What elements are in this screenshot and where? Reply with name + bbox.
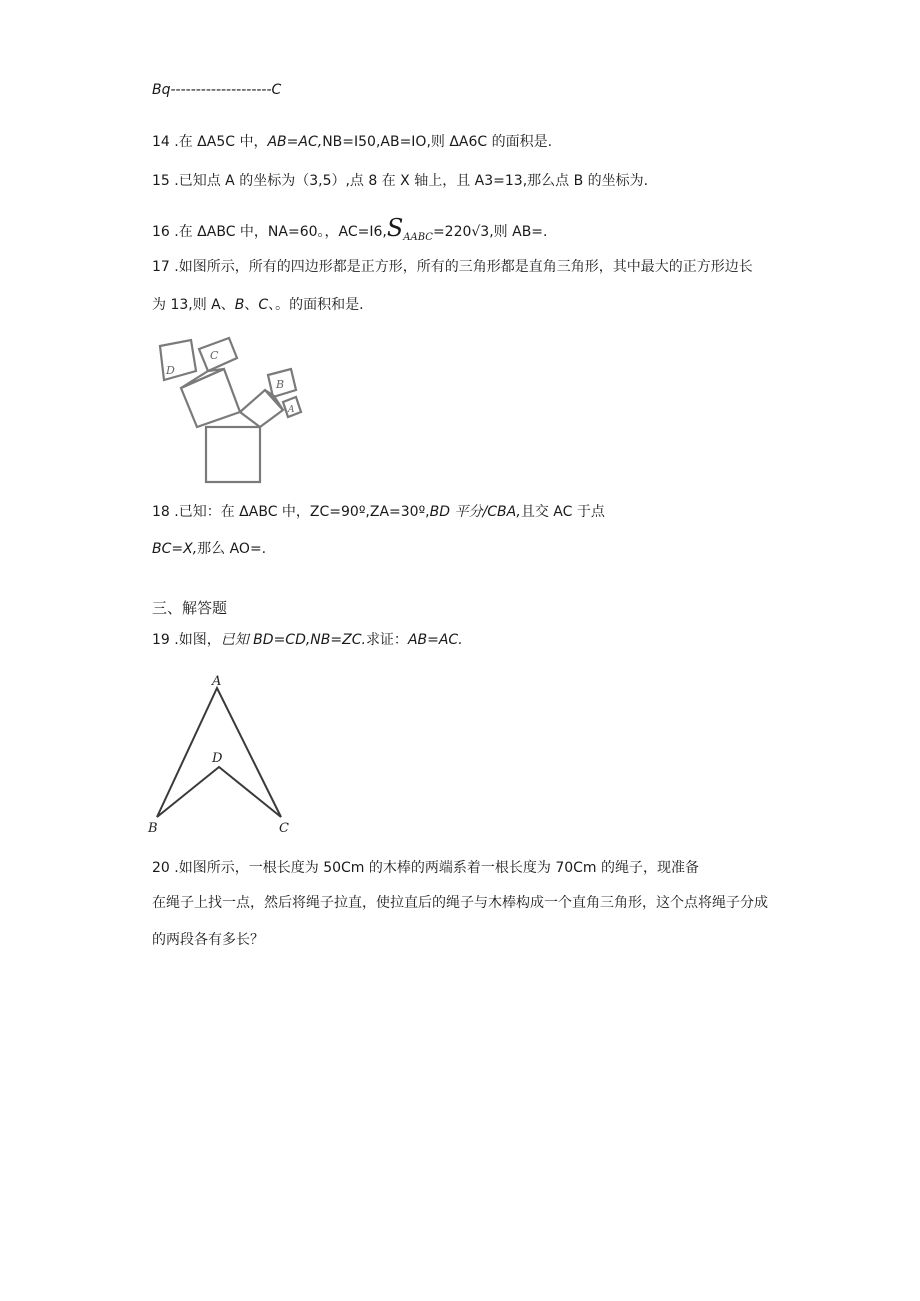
- text-segment: .已知：在 ΔABC 中，ZC=90º,ZA=30º,: [169, 504, 430, 520]
- text-segment: AB=AC,: [267, 134, 323, 150]
- question-18-line-2: [152, 539, 266, 559]
- question-20-line-2: 在绳子上找一点，然后将绳子拉直，使拉直后的绳子与木棒构成一个直角三角形，这个点将绳子分成: [152, 895, 768, 911]
- text-segment: 的木棒的两端系着一根长度为: [364, 860, 556, 876]
- question-number: 20: [152, 860, 170, 876]
- text-segment: .在 ΔABC 中，NA=60。，AC=I6,: [169, 224, 387, 240]
- label-d: D: [166, 364, 175, 377]
- text-segment: 的绳子，现准备: [596, 860, 700, 876]
- text-segment: 那么 AO=.: [197, 541, 267, 557]
- label-b: B: [148, 821, 158, 836]
- question-number: 17: [152, 259, 170, 275]
- line-bq-c: Bq--------------------C: [152, 82, 282, 98]
- label-d: D: [212, 751, 223, 766]
- question-20-line-1: [152, 858, 699, 878]
- triangle-right: [265, 390, 283, 410]
- question-number: 18: [152, 504, 170, 520]
- area-symbol: S: [386, 214, 404, 242]
- text-segment: .如图，: [169, 632, 221, 648]
- label-b: B: [276, 378, 285, 391]
- question-15: [152, 171, 648, 191]
- text-segment: BD 平分/CBA,: [429, 504, 521, 520]
- label-c: C: [279, 821, 289, 836]
- text-segment: 为 13,则 A、: [152, 297, 235, 313]
- triangle-top: [181, 369, 224, 388]
- question-14: [152, 132, 552, 152]
- text-segment: NB=I50,AB=IO,则 ΔA6C 的面积是.: [322, 134, 553, 150]
- text-segment: 、: [244, 297, 259, 313]
- text-segment: 已知 BD=CD,NB=ZC.: [220, 632, 366, 648]
- square-left: [181, 369, 240, 427]
- section-heading: 三、解答题: [152, 599, 228, 617]
- text-segment: B: [234, 297, 245, 313]
- text-segment: 、。的面积和是.: [268, 297, 364, 313]
- label-c: C: [210, 349, 219, 362]
- question-18-line-1: [152, 502, 605, 522]
- question-16: [152, 216, 547, 250]
- text-segment: 50Cm: [323, 860, 365, 876]
- text-segment: .如图所示，一根长度为: [169, 860, 324, 876]
- triangle-figure: [145, 670, 300, 838]
- text-segment: .在 ΔA5C 中，: [169, 134, 268, 150]
- big-square: [206, 427, 260, 482]
- area-subscript: AABC: [403, 232, 433, 243]
- question-number: 15: [152, 173, 170, 189]
- text-segment: BC=X,: [152, 541, 198, 557]
- text-segment: C: [258, 297, 269, 313]
- text-segment: .已知点 A 的坐标为（3,5）,点 8 在 X 轴上，且 A3=13,那么点 B 的坐标为.: [169, 173, 649, 189]
- text-segment: 70Cm: [555, 860, 597, 876]
- label-a: A: [288, 405, 295, 415]
- text-segment: 求证：: [365, 632, 408, 648]
- squares-figure: [145, 333, 310, 488]
- question-17-line-1: [152, 257, 753, 277]
- question-17-line-2: [152, 295, 364, 315]
- question-number: 14: [152, 134, 170, 150]
- question-number: 19: [152, 632, 170, 648]
- text-segment: AB=AC.: [407, 632, 463, 648]
- text-segment: 且交 AC 于点: [520, 504, 605, 520]
- question-19: [152, 630, 463, 650]
- question-20-line-3: 的两段各有多长？: [152, 932, 264, 948]
- text-segment: .如图所示，所有的四边形都是正方形，所有的三角形都是直角三角形，其中最大的正方形边长: [169, 259, 753, 275]
- label-a: A: [212, 674, 222, 689]
- text-segment: =220√3,则 AB=.: [432, 224, 548, 240]
- question-number: 16: [152, 224, 170, 240]
